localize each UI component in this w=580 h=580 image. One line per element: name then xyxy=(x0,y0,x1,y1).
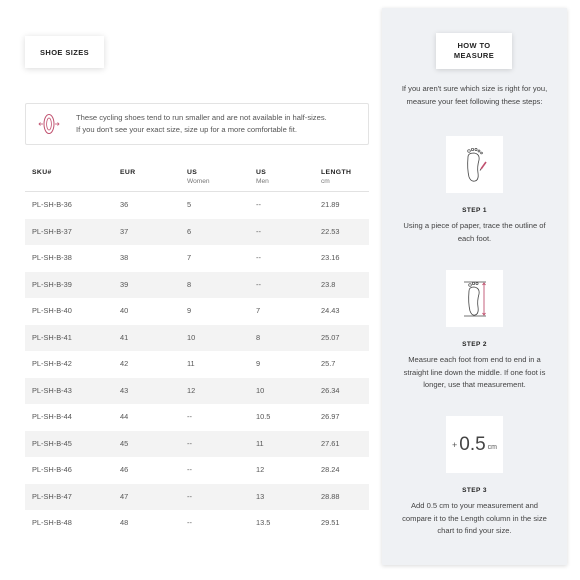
cell-sku: PL-SH-B-48 xyxy=(32,518,72,527)
cell-length: 26.97 xyxy=(321,412,340,421)
cell-us-women: -- xyxy=(187,465,192,474)
fit-note xyxy=(25,103,369,145)
step-2-description: Measure each foot from end to end in a straight line down the middle. If one foot is longer, use that measurement. xyxy=(403,355,546,389)
cell-us-men: 10.5 xyxy=(256,412,271,421)
cell-us-men: 12 xyxy=(256,465,265,474)
foot-trace-icon xyxy=(455,145,495,185)
cell-us-men: 10 xyxy=(256,385,265,395)
cell-eur: 46 xyxy=(120,465,129,474)
table-row xyxy=(25,219,369,246)
step-2-label: STEP 2 xyxy=(462,341,487,348)
table-row xyxy=(25,298,369,325)
column-header-sku: SKU# xyxy=(32,169,52,176)
table-body xyxy=(25,192,369,537)
cell-length: 23.8 xyxy=(321,279,336,289)
cell-sku: PL-SH-B-44 xyxy=(32,412,72,421)
shoe-sizes-tab-label: SHOE SIZES xyxy=(39,47,89,57)
step-1-description: Using a piece of paper, trace the outline of each foot. xyxy=(403,221,546,243)
measure-intro: If you aren't sure which size is right for you, measure your feet following these steps: xyxy=(401,84,548,106)
cell-sku: PL-SH-B-36 xyxy=(32,200,72,209)
cell-length: 28.24 xyxy=(321,465,340,474)
step-3-card xyxy=(446,416,503,473)
cell-eur: 48 xyxy=(120,518,129,527)
table-row xyxy=(25,378,369,405)
cell-sku: PL-SH-B-40 xyxy=(32,306,72,315)
cell-us-men: 11 xyxy=(256,438,264,448)
how-to-measure-title: HOW TO MEASURE xyxy=(436,33,512,69)
cell-eur: 41 xyxy=(120,332,129,342)
cell-length: 24.43 xyxy=(321,306,340,315)
cell-us-women: 6 xyxy=(187,226,192,236)
cell-length: 22.53 xyxy=(321,226,340,236)
half-cm-value: 0.5 xyxy=(459,433,486,455)
column-header-us-men: US Men xyxy=(256,169,269,185)
cell-us-women: 5 xyxy=(187,200,192,209)
cell-eur: 36 xyxy=(120,200,129,209)
cell-us-women: 11 xyxy=(187,359,195,368)
cell-sku: PL-SH-B-46 xyxy=(32,465,72,474)
column-header-length: LENGTH cm xyxy=(321,169,352,185)
table-row xyxy=(25,484,369,511)
cell-eur: 45 xyxy=(120,438,129,448)
cm-unit: cm xyxy=(487,444,498,451)
cell-length: 29.51 xyxy=(321,518,340,527)
cell-us-men: 9 xyxy=(256,359,261,368)
cell-us-men: -- xyxy=(256,279,261,289)
cell-us-women: 10 xyxy=(187,332,196,342)
fit-note-line-1: These cycling shoes tend to run smaller and are not available in half-sizes. xyxy=(76,112,327,122)
column-header-eur: EUR xyxy=(120,169,136,176)
cell-sku: PL-SH-B-37 xyxy=(32,226,72,236)
plus-half-cm-icon xyxy=(452,434,497,456)
cell-length: 28.88 xyxy=(321,491,340,501)
plus-sign: + xyxy=(451,439,458,450)
cell-eur: 42 xyxy=(120,359,129,368)
table-row xyxy=(25,272,369,299)
cell-sku: PL-SH-B-39 xyxy=(32,279,72,289)
cell-us-women: 12 xyxy=(187,385,196,395)
shoe-sole-icon xyxy=(38,112,60,136)
cell-eur: 43 xyxy=(120,385,129,395)
cell-us-men: -- xyxy=(256,200,261,209)
cell-eur: 37 xyxy=(120,226,129,236)
column-header-us-women: US Women xyxy=(187,169,210,185)
cell-us-women: 7 xyxy=(187,253,192,262)
cell-sku: PL-SH-B-45 xyxy=(32,438,72,448)
step-1-card xyxy=(446,136,503,193)
table-row xyxy=(25,192,369,219)
table-row xyxy=(25,510,369,537)
cell-us-women: -- xyxy=(187,491,192,501)
fit-note-line-2: If you don't see your exact size, size up for a more comfortable fit. xyxy=(76,125,297,134)
cell-eur: 38 xyxy=(120,253,129,262)
foot-measure-icon xyxy=(455,279,495,319)
cell-length: 25.07 xyxy=(321,332,340,342)
cell-length: 25.7 xyxy=(321,359,336,368)
cell-sku: PL-SH-B-42 xyxy=(32,359,72,368)
cell-us-women: -- xyxy=(187,412,192,421)
shoe-sizes-tab[interactable] xyxy=(25,36,104,68)
table-header xyxy=(25,160,369,192)
cell-length: 21.89 xyxy=(321,200,340,209)
cell-sku: PL-SH-B-47 xyxy=(32,491,72,501)
table-row xyxy=(25,245,369,272)
cell-eur: 39 xyxy=(120,279,129,289)
cell-us-men: 7 xyxy=(256,306,261,315)
cell-us-women: 9 xyxy=(187,306,192,315)
cell-eur: 47 xyxy=(120,491,129,501)
cell-sku: PL-SH-B-41 xyxy=(32,332,72,342)
cell-us-women: -- xyxy=(187,438,192,448)
cell-us-men: -- xyxy=(256,253,261,262)
cell-eur: 44 xyxy=(120,412,129,421)
step-1-label: STEP 1 xyxy=(462,207,487,214)
table-row xyxy=(25,404,369,431)
cell-us-men: 8 xyxy=(256,332,261,342)
step-3-label: STEP 3 xyxy=(462,487,487,494)
cell-us-men: 13.5 xyxy=(256,518,271,527)
step-3-description: Add 0.5 cm to your measurement and compare it to the Length column in the size chart to find your size. xyxy=(402,501,547,535)
table-row xyxy=(25,325,369,352)
table-row xyxy=(25,457,369,484)
cell-sku: PL-SH-B-38 xyxy=(32,253,72,262)
cell-us-men: -- xyxy=(256,226,261,236)
cell-length: 23.16 xyxy=(321,253,340,262)
how-to-measure-panel xyxy=(382,8,567,565)
step-2-card xyxy=(446,270,503,327)
table-row xyxy=(25,431,369,458)
cell-us-women: 8 xyxy=(187,279,192,289)
cell-length: 27.61 xyxy=(321,438,340,448)
table-row xyxy=(25,351,369,378)
cell-us-women: -- xyxy=(187,518,192,527)
size-chart-table xyxy=(25,160,369,537)
cell-length: 26.34 xyxy=(321,385,340,395)
cell-us-men: 13 xyxy=(256,491,265,501)
cell-eur: 40 xyxy=(120,306,129,315)
cell-sku: PL-SH-B-43 xyxy=(32,385,72,395)
